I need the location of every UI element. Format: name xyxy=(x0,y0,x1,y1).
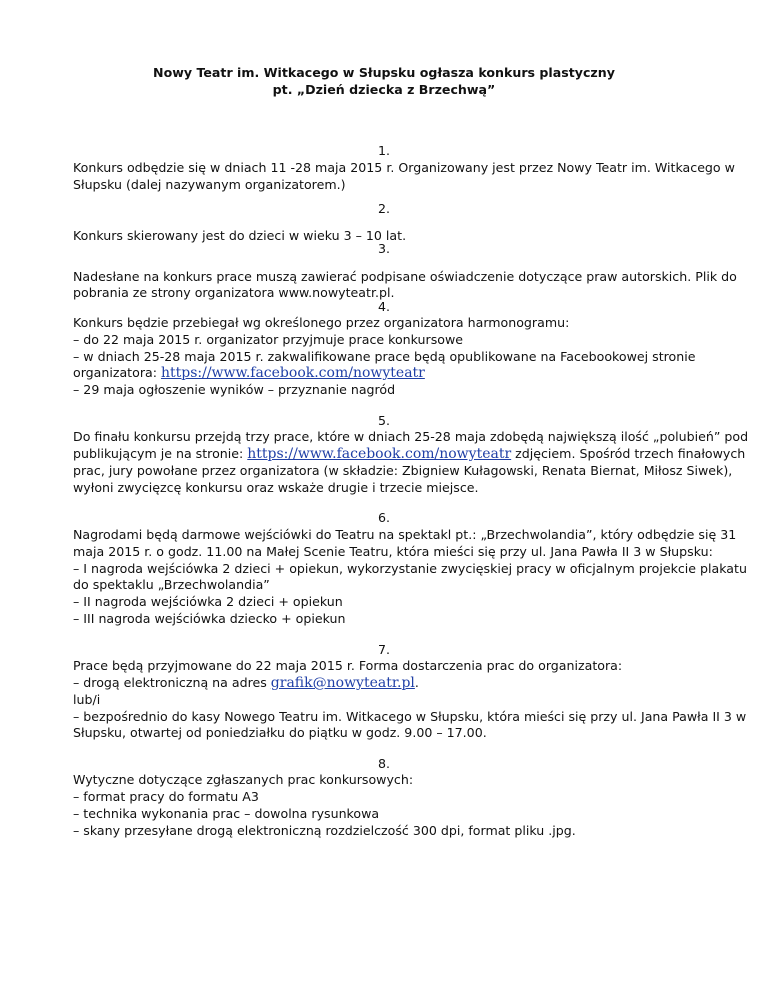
section-4-line-4-prefix: organizatora: xyxy=(73,365,161,380)
title-line-2: pt. „Dzień dziecka z Brzechwą” xyxy=(272,82,496,97)
section-5-line-1: Do finału konkursu przejdą trzy prace, które w dniach 25-28 maja zdobędą największą ilość „polubień” pod xyxy=(73,429,749,444)
section-6-line-2: maja 2015 r. o godz. 11.00 na Małej Scenie Teatru, która mieści się przy ul. Jana Pawła II 3 w Słupsku: xyxy=(73,544,713,559)
section-6-line-3: – I nagroda wejściówka 2 dzieci + opiekun, wykorzystanie zwycięskiej pracy w oficjalnym projekcie plakatu xyxy=(73,561,747,576)
section-7-line-2 xyxy=(73,674,419,692)
section-6-line-1: Nagrodami będą darmowe wejściówki do Teatru na spektakl pt.: „Brzechwolandia”, który odbędzie się 31 xyxy=(73,527,737,542)
section-4-line-1: Konkurs będzie przebiegał wg określonego przez organizatora harmonogramu: xyxy=(73,315,570,330)
section-4-line-5: – 29 maja ogłoszenie wyników – przyznanie nagród xyxy=(73,382,396,397)
section-4-line-4 xyxy=(73,364,425,382)
section-6-line-4: do spektaklu „Brzechwolandia” xyxy=(73,577,270,592)
section-7-line-4: – bezpośrednio do kasy Nowego Teatru im. Witkacego w Słupsku, która mieści się przy ul. Jana Pawła II 3 w xyxy=(73,709,747,724)
section-number-3: 3. xyxy=(377,241,391,256)
section-number-6: 6. xyxy=(377,510,391,525)
section-1-line-2: Słupsku (dalej nazywanym organizatorem.) xyxy=(73,177,346,192)
section-3-line-1: Nadesłane na konkurs prace muszą zawierać podpisane oświadczenie dotyczące praw autorskich. Plik do xyxy=(73,269,737,284)
title-line-1: Nowy Teatr im. Witkacego w Słupsku ogłasza konkurs plastyczny xyxy=(153,65,615,80)
section-2-line-1: Konkurs skierowany jest do dzieci w wieku 3 – 10 lat. xyxy=(73,228,407,243)
section-5-line-3: prac, jury powołane przez organizatora (w składzie: Zbigniew Kułagowski, Renata Biernat, Miłosz Siwek), xyxy=(73,463,733,478)
section-number-2: 2. xyxy=(377,201,391,216)
section-4-line-2: – do 22 maja 2015 r. organizator przyjmuje prace konkursowe xyxy=(73,332,464,347)
email-link[interactable]: grafik@nowyteatr.pl xyxy=(270,675,415,691)
section-number-5: 5. xyxy=(377,413,391,428)
section-4-line-3: – w dniach 25-28 maja 2015 r. zakwalifikowane prace będą opublikowane na Facebookowej stronie xyxy=(73,349,696,364)
section-number-8: 8. xyxy=(377,756,391,771)
section-8-line-3: – technika wykonania prac – dowolna rysunkowa xyxy=(73,806,380,821)
section-8-line-4: – skany przesyłane drogą elektroniczną rozdzielczość 300 dpi, format pliku .jpg. xyxy=(73,823,576,838)
section-5-line-2-suffix: zdjęciem. Spośród trzech finałowych xyxy=(511,446,746,461)
section-8-line-1: Wytyczne dotyczące zgłaszanych prac konkursowych: xyxy=(73,772,414,787)
section-7-line-3: lub/i xyxy=(73,692,101,707)
section-7-line-5: Słupsku, otwartej od poniedziałku do piątku w godz. 9.00 – 17.00. xyxy=(73,725,487,740)
section-7-line-2-prefix: – drogą elektroniczną na adres xyxy=(73,675,271,690)
section-number-7: 7. xyxy=(377,642,391,657)
section-6-line-6: – III nagroda wejściówka dziecko + opiekun xyxy=(73,611,346,626)
section-7-line-2-suffix: . xyxy=(414,675,419,690)
section-8-line-2: – format pracy do formatu A3 xyxy=(73,789,259,804)
section-5-line-2-prefix: publikującym je na stronie: xyxy=(73,446,248,461)
facebook-link[interactable]: https://www.facebook.com/nowyteatr xyxy=(160,365,425,381)
section-5-line-4: wyłoni zwycięzcę konkursu oraz wskaże drugie i trzecie miejsce. xyxy=(73,480,479,495)
section-number-1: 1. xyxy=(377,143,391,158)
section-1-line-1: Konkurs odbędzie się w dniach 11 -28 maja 2015 r. Organizowany jest przez Nowy Teatr im. Witkacego w xyxy=(73,160,735,175)
section-number-4: 4. xyxy=(377,299,391,314)
section-5-line-2 xyxy=(73,445,745,463)
section-7-line-1: Prace będą przyjmowane do 22 maja 2015 r. Forma dostarczenia prac do organizatora: xyxy=(73,658,623,673)
facebook-link[interactable]: https://www.facebook.com/nowyteatr xyxy=(247,446,512,462)
section-3-line-2: pobrania ze strony organizatora www.nowyteatr.pl. xyxy=(73,285,395,300)
section-6-line-5: – II nagroda wejściówka 2 dzieci + opiekun xyxy=(73,594,343,609)
